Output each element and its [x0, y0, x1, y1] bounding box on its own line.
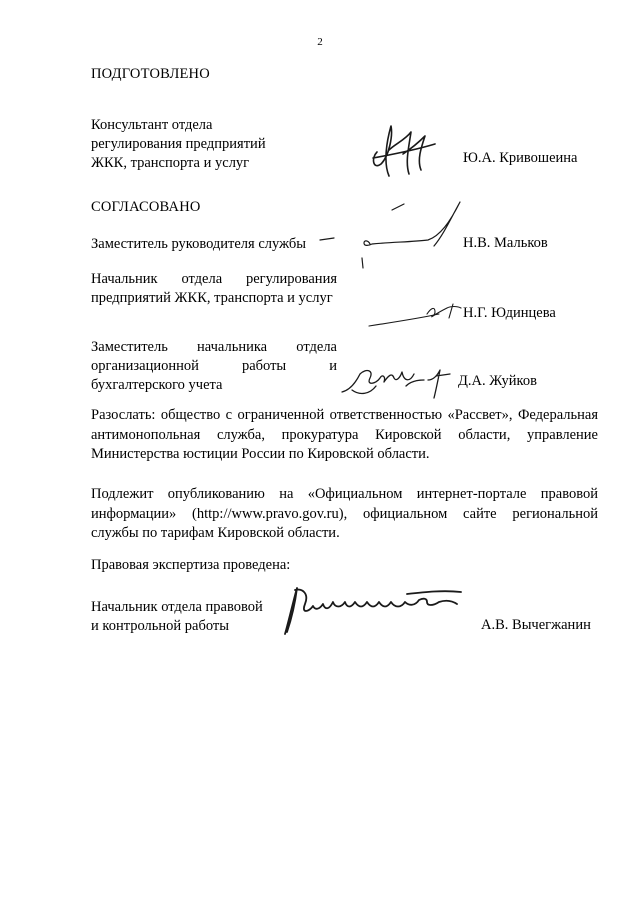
prepared-name: Ю.А. Кривошеина	[463, 150, 578, 166]
prepared-role-line: регулирования предприятий	[91, 136, 266, 152]
signature-yudintseva	[365, 296, 465, 332]
prepared-role-line: Консультант отдела	[91, 117, 213, 133]
signer-name: Д.А. Жуйков	[458, 373, 537, 389]
legal-review-name: А.В. Вычегжанин	[481, 617, 591, 633]
agreed-heading: СОГЛАСОВАНО	[91, 199, 201, 215]
signature-malkov	[312, 196, 462, 276]
signer-name: Н.В. Мальков	[463, 235, 548, 251]
signer-name: Н.Г. Юдинцева	[463, 305, 556, 321]
legal-review-role-line: Начальник отдела правовой	[91, 599, 263, 615]
signer-role: Заместитель руководителя службы	[91, 236, 307, 252]
signature-vychegzhanin	[275, 580, 465, 640]
prepared-heading: ПОДГОТОВЛЕНО	[91, 66, 210, 82]
publication-paragraph: Подлежит опубликованию на «Официальном интернет-портале правовой информации» (http://www.pravo.gov.ru), официальном сайте региональной службы по тарифам Кировской области.	[91, 486, 598, 541]
prepared-role-line: ЖКК, транспорта и услуг	[91, 155, 250, 171]
signature-krivosheina	[365, 118, 445, 180]
signer-role: Начальник отдела регулирования предприятий ЖКК, транспорта и услуг	[91, 271, 337, 306]
page-number: 2	[317, 36, 323, 48]
legal-review-role-line: и контрольной работы	[91, 618, 229, 634]
signer-role: Заместитель начальника отдела организационной работы и бухгалтерского учета	[91, 339, 337, 393]
legal-review-statement: Правовая экспертиза проведена:	[91, 557, 291, 573]
distribution-paragraph: Разослать: общество с ограниченной ответственностью «Рассвет», Федеральная антимонопольная служба, прокуратура Кировской области, управление Министерства юстиции России по Кировской области.	[91, 407, 598, 462]
signature-zhuikov	[340, 360, 470, 402]
